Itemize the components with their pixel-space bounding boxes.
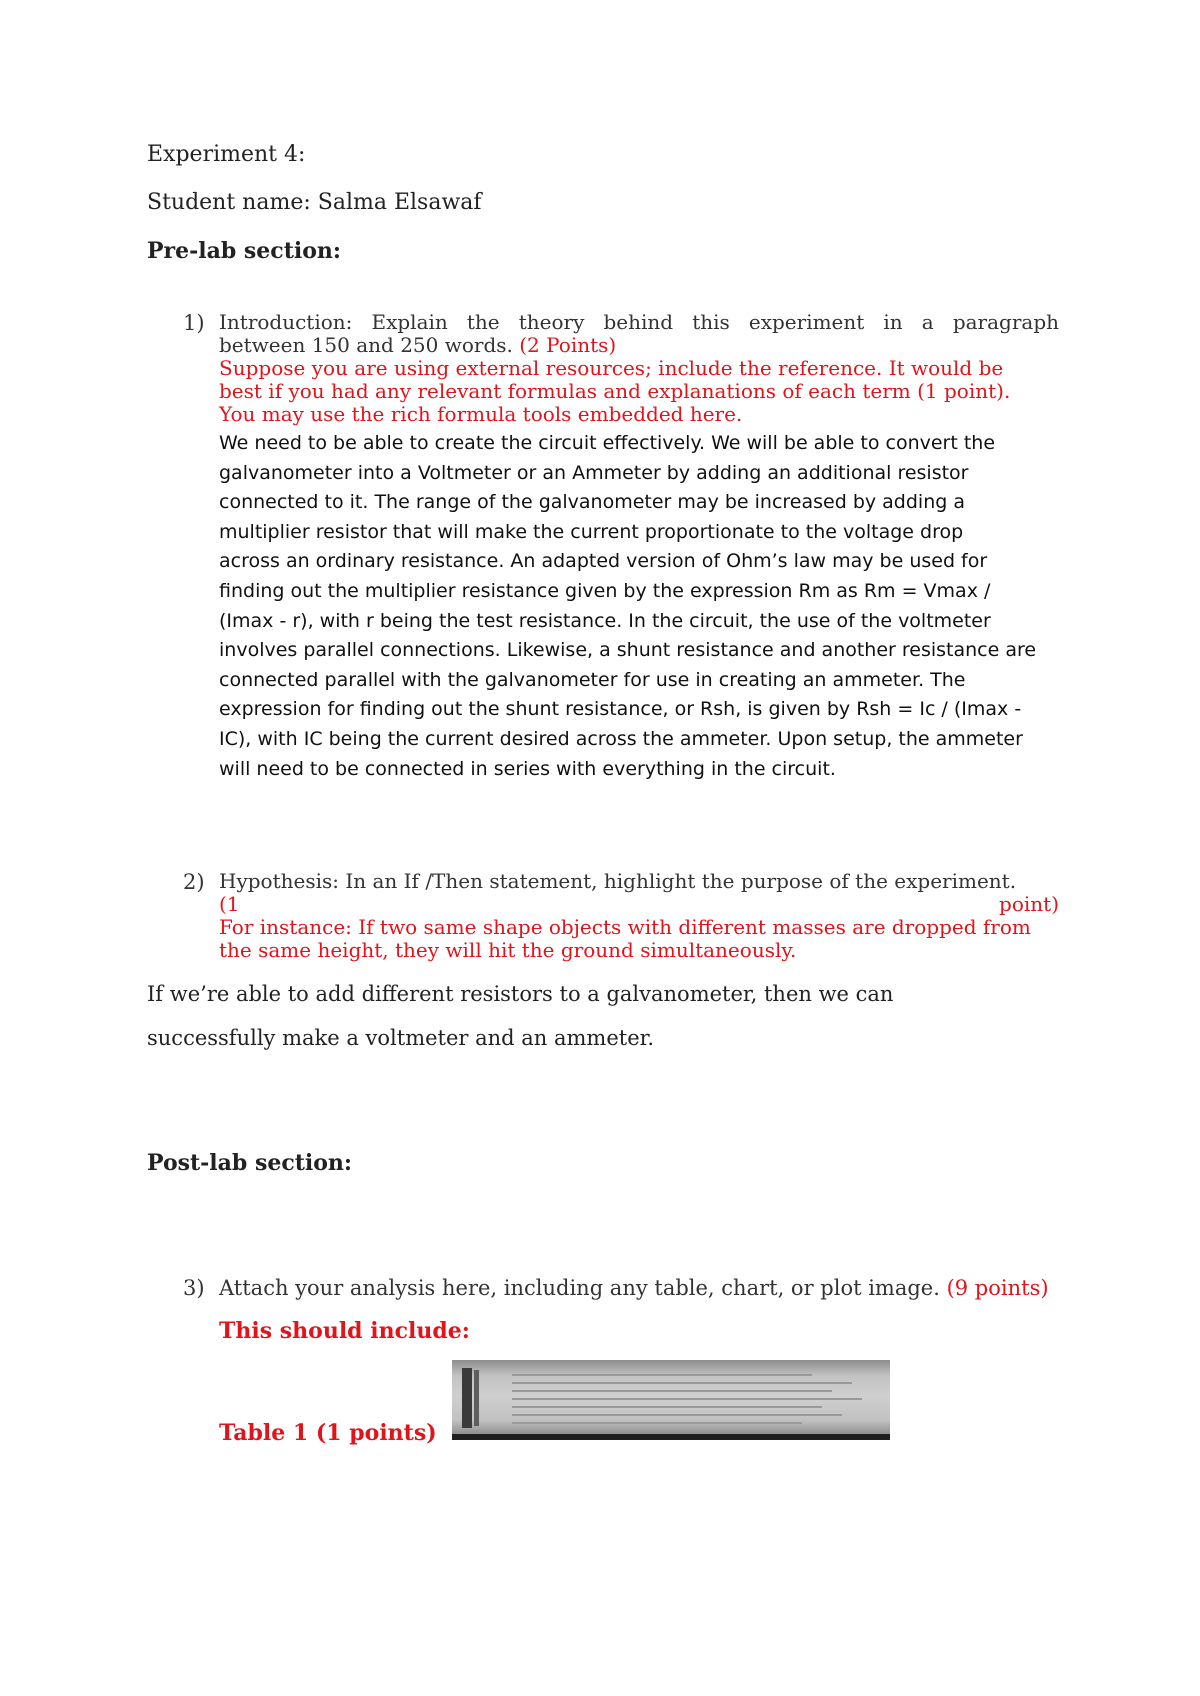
q1-instruction-line3: You may use the rich formula tools embedded here. — [219, 402, 743, 426]
q3-text: Attach your analysis here, including any table, chart, or plot image. — [219, 1276, 940, 1300]
postlab-section-title: Post-lab section: — [147, 1150, 353, 1176]
q1-instructions — [219, 357, 1059, 426]
q3-number: 3) — [183, 1276, 205, 1300]
q1-answer-line: connected parallel with the galvanometer for use in creating an ammeter. The — [219, 668, 966, 691]
q1-points: (2 Points) — [519, 333, 617, 357]
q2-points-line — [219, 893, 1059, 916]
q2-points-close: point) — [999, 892, 1059, 916]
q2-line1: Hypothesis: In an If /Then statement, highlight the purpose of the experiment. — [219, 869, 1017, 893]
q2-example-line1: For instance: If two same shape objects with different masses are dropped from — [219, 915, 1031, 939]
q1-answer-line: connected to it. The range of the galvanometer may be increased by adding a — [219, 491, 965, 514]
q2-number: 2) — [183, 870, 205, 894]
q1-line2 — [219, 334, 1059, 357]
q2-points-open: (1 — [219, 892, 240, 916]
q1-answer — [219, 429, 1064, 784]
q1-instruction-line2: best if you had any relevant formulas and explanations of each term (1 point). — [219, 379, 1011, 403]
q1-line1: Introduction: Explain the theory behind this experiment in a paragraph — [219, 310, 1059, 334]
student-name: Student name: Salma Elsawaf — [147, 190, 482, 215]
q2-answer-line2: successfully make a voltmeter and an ammeter. — [147, 1026, 655, 1050]
table-photo-image — [452, 1360, 890, 1440]
q1-answer-line: We need to be able to create the circuit effectively. We will be able to convert the — [219, 432, 996, 454]
q1-word-range: between 150 and 250 words. — [219, 333, 513, 357]
q1-instruction-line1: Suppose you are using external resources; include the reference. It would be — [219, 356, 1004, 380]
prelab-section-title: Pre-lab section: — [147, 238, 342, 264]
q1-prompt — [219, 311, 1059, 426]
q1-number: 1) — [183, 311, 205, 335]
q3-include-heading: This should include: — [219, 1318, 470, 1344]
q1-answer-line: IC), with IC being the current desired across the ammeter. Upon setup, the ammeter — [219, 727, 1023, 750]
q1-answer-line: involves parallel connections. Likewise, a shunt resistance and another resistance are — [219, 639, 1037, 662]
table1-label: Table 1 (1 points) — [219, 1420, 437, 1446]
q2-example — [219, 916, 1059, 962]
q1-answer-line: expression for finding out the shunt resistance, or Rsh, is given by Rsh = Ic / (Imax - — [219, 698, 1022, 721]
q1-answer-line: multiplier resistor that will make the current proportionate to the voltage drop — [219, 520, 964, 543]
q1-answer-line: (Imax - r), with r being the test resistance. In the circuit, the use of the voltmeter — [219, 609, 991, 632]
q1-answer-line: across an ordinary resistance. An adapted version of Ohm’s law may be used for — [219, 550, 988, 573]
q1-answer-line: galvanometer into a Voltmeter or an Ammeter by adding an additional resistor — [219, 461, 969, 484]
q2-example-line2: the same height, they will hit the ground simultaneously. — [219, 938, 797, 962]
q2-prompt — [219, 870, 1059, 962]
q2-answer-line1: If we’re able to add different resistors to a galvanometer, then we can — [147, 982, 894, 1006]
q1-answer-line: will need to be connected in series with everything in the circuit. — [219, 757, 836, 780]
q3-points: (9 points) — [946, 1276, 1049, 1300]
q1-answer-line: finding out the multiplier resistance given by the expression Rm as Rm = Vmax / — [219, 579, 991, 602]
q3-prompt — [219, 1276, 1049, 1300]
experiment-title: Experiment 4: — [147, 142, 306, 167]
